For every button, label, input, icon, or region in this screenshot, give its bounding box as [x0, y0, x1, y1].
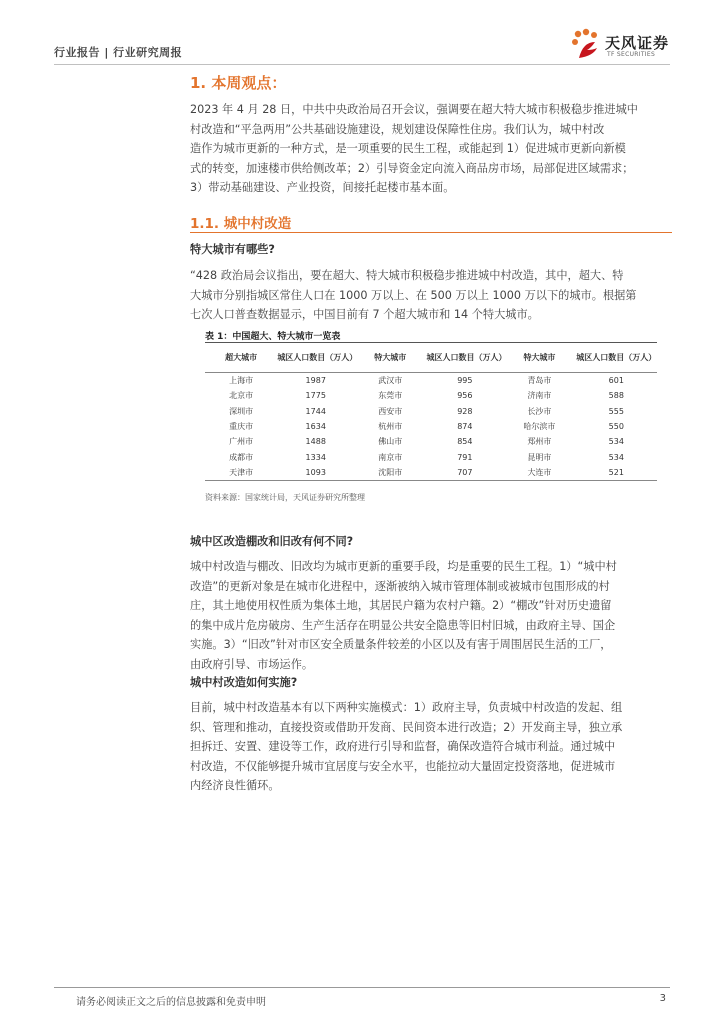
table-row	[205, 404, 657, 419]
table-cell: 534	[608, 437, 624, 447]
table-cell: 广州市	[229, 437, 254, 447]
col-header: 特大城市	[354, 343, 426, 373]
header-divider	[54, 64, 670, 65]
table-cell: 1093	[277, 465, 354, 481]
paragraph-line: 3）带动基础建设、产业投资，间接托起楼市基本面。	[190, 181, 455, 195]
table-row	[205, 373, 657, 389]
section-1-heading: 1. 本周观点：	[190, 74, 287, 92]
report-category: 行业报告 | 行业研究周报	[54, 46, 183, 59]
table-cell: 上海市	[229, 376, 254, 386]
table-cell: 天津市	[205, 465, 277, 481]
table-cell: 成都市	[229, 452, 254, 462]
logo-english-name: TF SECURITIES	[607, 51, 656, 58]
table-cell: 佛山市	[378, 437, 403, 447]
footer-disclaimer: 请务必阅读正文之后的信息披露和免责申明	[76, 997, 266, 1008]
paragraph-line: 目前，城中村改造基本有以下两种实施模式：1）政府主导，负责城中村改造的发起、组	[190, 701, 623, 714]
city-population-table	[205, 342, 657, 481]
tf-securities-logo	[569, 28, 679, 62]
paragraph-line: 实施。3）“旧改”针对市区安全质量条件较差的小区以及有害于周围居民生活的工厂，	[190, 638, 612, 652]
table-cell: 601	[608, 376, 624, 386]
logo-chinese-name: 天风证券	[605, 34, 670, 52]
paragraph-megacities	[190, 266, 672, 325]
section-1-paragraph	[190, 100, 672, 198]
table-cell: 重庆市	[229, 422, 254, 432]
table-cell: 854	[457, 437, 473, 447]
table-cell: 西安市	[378, 406, 403, 416]
paragraph-implementation	[190, 698, 672, 796]
table-cell: 1634	[305, 422, 326, 432]
table-cell: 1987	[305, 376, 326, 386]
table-row	[205, 419, 657, 434]
paragraph-comparison	[190, 557, 672, 675]
table-cell: 郑州市	[527, 437, 552, 447]
table-cell: 995	[457, 376, 473, 386]
table-cell: 707	[426, 465, 503, 481]
table-row	[205, 434, 657, 449]
paragraph-line: 担拆迁、安置、建设等工作，政府进行引导和监督，确保改造符合城市利益。通过城中	[190, 740, 616, 754]
table-cell: 555	[608, 406, 624, 416]
table-cell: 青岛市	[527, 376, 552, 386]
table-cell: 1334	[305, 452, 326, 462]
col-header: 超大城市	[205, 343, 277, 373]
table-cell: 956	[457, 391, 473, 401]
table-cell: 550	[608, 422, 624, 432]
table-cell: 深圳市	[229, 406, 254, 416]
table-caption: 表 1：中国超大、特大城市一览表	[205, 332, 341, 342]
page-number: 3	[659, 993, 666, 1004]
footer-divider	[54, 987, 670, 988]
table-cell: 杭州市	[378, 422, 403, 432]
paragraph-line: “428 政治局会议指出，要在超大、特大城市积极稳步推进城中村改造，其中，超大、特	[190, 269, 624, 282]
paragraph-line: 城中村改造与棚改、旧改均为城市更新的重要手段，均是重要的民生工程。1）“城中村	[190, 560, 617, 573]
col-header: 特大城市	[503, 343, 575, 373]
paragraph-line: 由政府引导、市场运作。	[190, 657, 314, 671]
table-cell: 534	[608, 452, 624, 462]
paragraph-line: 改造”的更新对象是在城市化进程中，逐渐被纳入城市管理体制或被城市包围形成的村	[190, 579, 610, 593]
table-cell: 1488	[305, 437, 326, 447]
table-cell: 588	[608, 391, 624, 401]
paragraph-line: 式的转变，加速楼市供给侧改革；2）引导资金定向流入商品房市场，局部促进区域需求；	[190, 161, 634, 175]
table-cell: 昆明市	[527, 452, 552, 462]
paragraph-line: 的集中成片危房破房、生产生活存在明显公共安全隐患等旧村旧城，由政府主导、国企	[190, 618, 616, 632]
paragraph-line: 造作为城市更新的一种方式，是一项重要的民生工程，或能起到 1）促进城市更新向新模	[190, 142, 626, 156]
paragraph-line: 织、管理和推动，直接投资或借助开发商、民间资本进行改造；2）开发商主导，独立承	[190, 720, 623, 734]
question-heading-1: 特大城市有哪些?	[190, 243, 275, 256]
question-heading-3: 城中村改造如何实施?	[190, 676, 298, 689]
table-cell: 北京市	[229, 391, 254, 401]
table-cell: 沈阳市	[354, 465, 426, 481]
table-cell: 长沙市	[527, 406, 552, 416]
section-1-1-heading: 1.1. 城中村改造	[190, 216, 292, 232]
paragraph-line: 内经济良性循环。	[190, 779, 280, 793]
table-cell: 791	[457, 452, 473, 462]
table-row	[205, 388, 657, 403]
table-row	[205, 465, 657, 481]
table-cell: 南京市	[378, 452, 403, 462]
table-row	[205, 449, 657, 464]
paragraph-line: 七次人口普查数据显示，中国目前有 7 个超大城市和 14 个特大城市。	[190, 308, 539, 322]
table-cell: 1744	[305, 406, 326, 416]
table-cell: 济南市	[527, 391, 552, 401]
col-header: 城区人口数目（万人）	[426, 343, 503, 373]
paragraph-line: 庄，其土地使用权性质为集体土地，其居民户籍为农村户籍。2）“棚改”针对历史遗留	[190, 599, 612, 613]
table-cell: 大连市	[503, 465, 575, 481]
table-cell: 东莞市	[378, 391, 403, 401]
paragraph-line: 村改造，不仅能够提升城市宜居度与安全水平，也能拉动大量固定投资落地，促进城市	[190, 759, 616, 773]
paragraph-line: 村改造和“平急两用”公共基础设施建设，规划建设保障性住房。我们认为，城中村改	[190, 122, 605, 136]
col-header: 城区人口数目（万人）	[576, 343, 657, 373]
table-cell: 1775	[305, 391, 326, 401]
section-divider	[190, 232, 672, 233]
table-cell: 哈尔滨市	[523, 422, 556, 432]
table-header-row	[205, 343, 657, 373]
logo-icon	[569, 28, 603, 62]
table-cell: 928	[457, 406, 473, 416]
question-heading-2: 城中区改造棚改和旧改有何不同?	[190, 535, 354, 548]
table-cell: 874	[457, 422, 473, 432]
paragraph-line: 大城市分别指城区常住人口在 1000 万以上、在 500 万以上 1000 万以下的城市。根据第	[190, 288, 637, 302]
paragraph-line: 2023 年 4 月 28 日，中共中央政治局召开会议，强调要在超大特大城市积极稳步推进城中	[190, 103, 638, 116]
table-source: 资料来源：国家统计局，天风证券研究所整理	[205, 493, 365, 502]
table-cell: 521	[576, 465, 657, 481]
col-header: 城区人口数目（万人）	[277, 343, 354, 373]
table-cell: 武汉市	[378, 376, 403, 386]
